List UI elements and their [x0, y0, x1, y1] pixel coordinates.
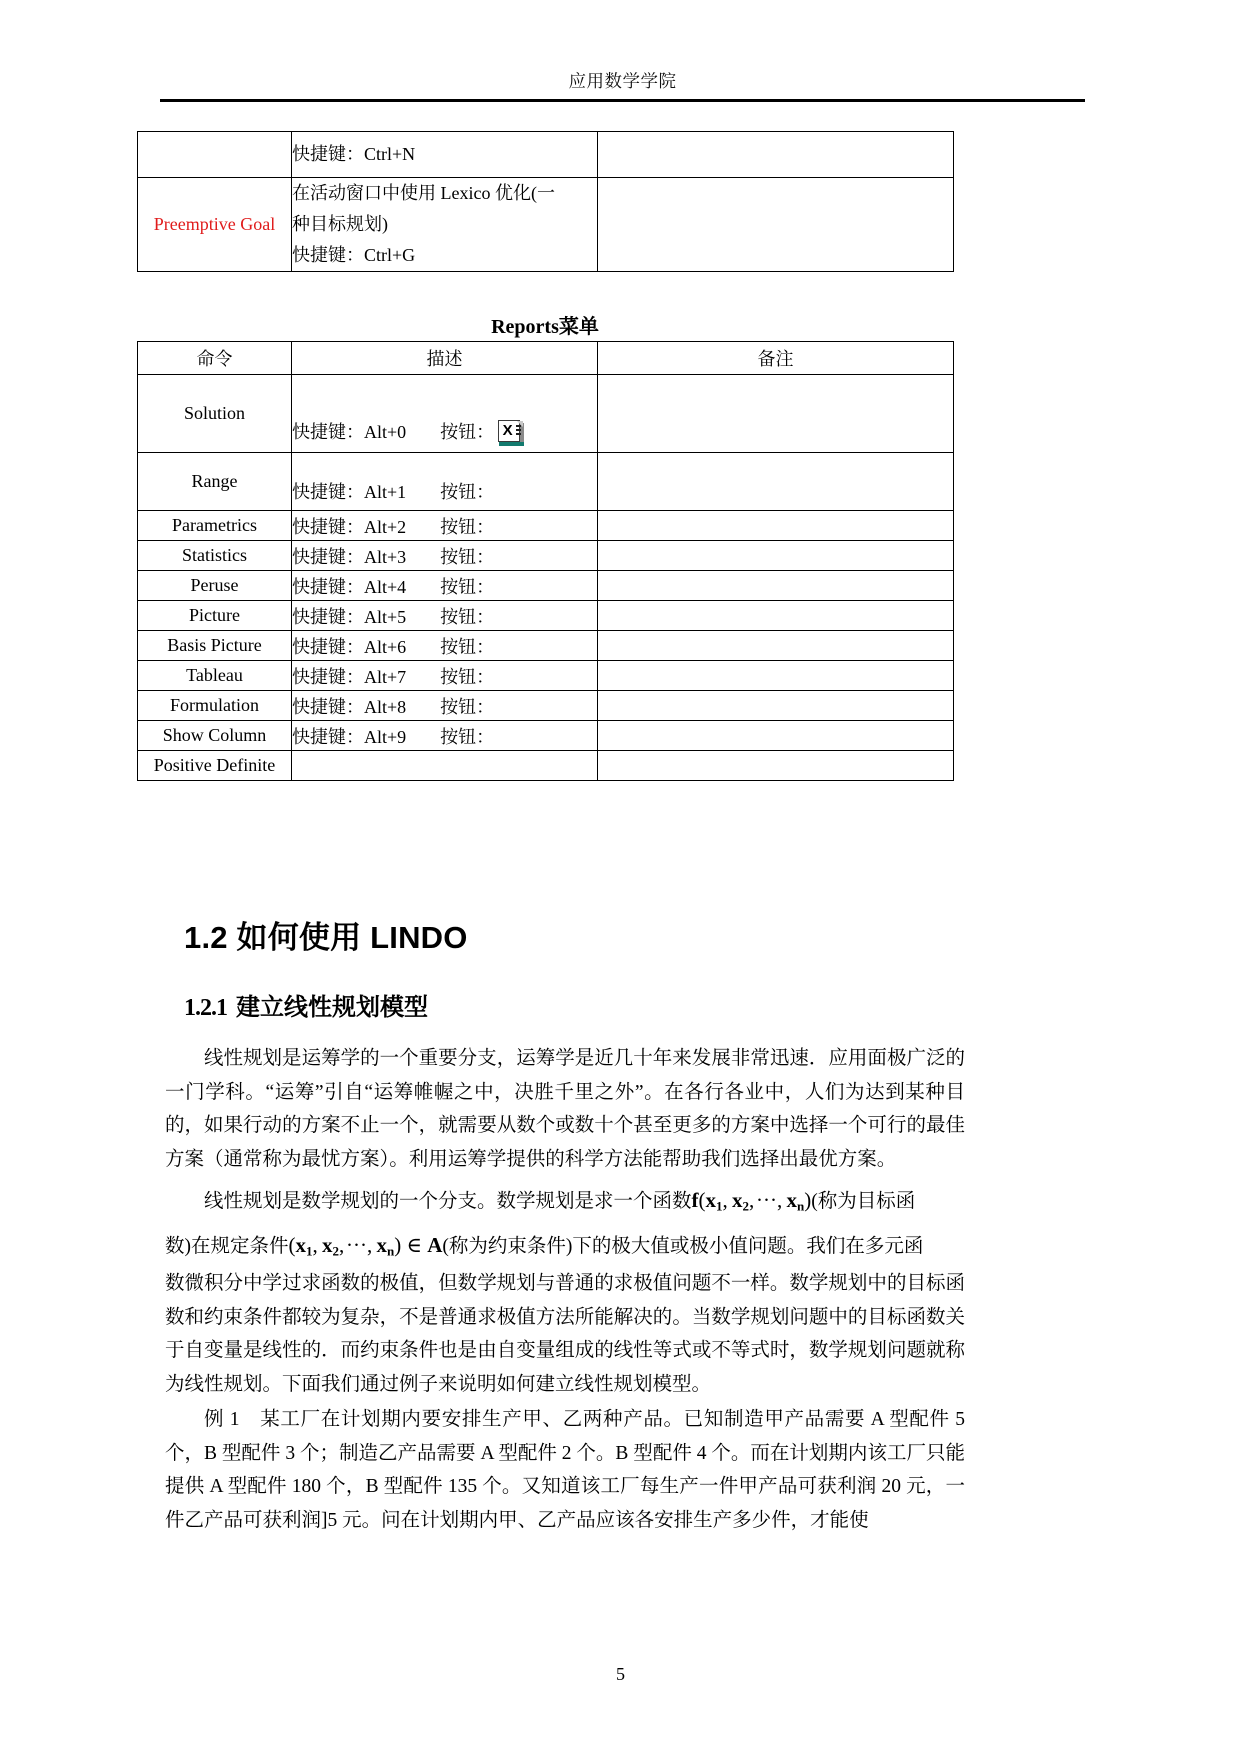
description-line: 快捷键：Ctrl+G — [292, 244, 416, 265]
button-label: 按钮： — [440, 726, 495, 747]
description-cell — [292, 601, 598, 631]
description-cell — [292, 751, 598, 781]
paragraph-2-tail: (称为目标函 — [811, 1191, 916, 1213]
button-label: 按钮： — [440, 422, 495, 442]
shortcut-value: Alt+1 — [364, 482, 407, 502]
table-row — [138, 132, 954, 178]
paragraph-3 — [165, 1223, 965, 1268]
shortcut-label: 快捷键： — [292, 576, 364, 597]
shortcut-value: Alt+2 — [364, 516, 407, 537]
note-cell — [598, 631, 954, 661]
note-cell — [598, 601, 954, 631]
section-heading-1-2-1 — [184, 987, 428, 1022]
shortcut-value: Alt+3 — [364, 546, 407, 567]
command-cell-parametrics: Parametrics — [138, 511, 292, 541]
note-cell — [598, 511, 954, 541]
command-cell-preemptive-goal: Preemptive Goal — [138, 177, 292, 271]
shortcut-label: 快捷键： — [292, 516, 364, 537]
shortcut-label: 快捷键： — [292, 666, 364, 687]
command-cell-formulation: Formulation — [138, 691, 292, 721]
description-cell — [292, 511, 598, 541]
description-cell — [292, 631, 598, 661]
table-row — [138, 453, 954, 511]
command-cell-statistics: Statistics — [138, 541, 292, 571]
section-title: 建立线性规划模型 — [236, 994, 428, 1021]
column-header-description: 描述 — [292, 342, 598, 375]
body-text — [165, 1042, 965, 1539]
note-cell — [598, 132, 954, 178]
shortcut-value: Alt+6 — [364, 636, 407, 657]
description-cell — [292, 132, 598, 178]
command-cell — [138, 132, 292, 178]
table-row — [138, 571, 954, 601]
command-cell-picture: Picture — [138, 601, 292, 631]
description-line: 在活动窗口中使用 Lexico 优化(一 — [292, 182, 555, 203]
button-label: 按钮： — [440, 606, 495, 627]
note-cell — [598, 721, 954, 751]
shortcut-value: Alt+0 — [364, 422, 407, 442]
table-header-row — [138, 342, 954, 375]
description-line: 种目标规划) — [292, 213, 388, 234]
button-label: 按钮： — [440, 516, 495, 537]
page-number: 5 — [616, 1664, 625, 1684]
math-objective-function: $f(x_1$, $x_2$, ···, $x_n$) — [691, 1188, 812, 1214]
description-cell — [292, 177, 598, 271]
command-cell-peruse: Peruse — [138, 571, 292, 601]
paragraph-3-text: 数)在规定条件 — [165, 1235, 289, 1257]
running-title: 应用数学学院 — [568, 71, 677, 91]
paragraph-2 — [165, 1178, 965, 1223]
column-header-command: 命令 — [138, 342, 292, 375]
table-row — [138, 541, 954, 571]
shortcut-label: 快捷键： — [292, 422, 364, 442]
note-cell — [598, 375, 954, 453]
description-cell — [292, 721, 598, 751]
note-cell — [598, 691, 954, 721]
button-label: 按钮： — [440, 636, 495, 657]
command-cell-tableau: Tableau — [138, 661, 292, 691]
table-row — [138, 751, 954, 781]
button-label: 按钮： — [440, 696, 495, 717]
description-cell — [292, 453, 598, 511]
section-number: 1.2.1 — [184, 995, 227, 1021]
section-heading-1-2: 1.2 如何使用 LINDO — [184, 920, 468, 955]
note-cell — [598, 541, 954, 571]
excel-report-icon: X — [498, 420, 524, 446]
description-cell — [292, 375, 598, 453]
page-header — [160, 68, 1085, 102]
paragraph-1: 线性规划是运筹学的一个重要分支，运筹学是近几十年来发展非常迅速．应用面极广泛的一门学科。“运筹”引自“运筹帷幄之中，决胜千里之外”。在各行各业中，人们为达到某种目的，如果行动的方案不止一个，就需要从数个或数十个甚至更多的方案中选择一个可行的最佳方案（通常称为最忧方案）。利用运筹学提供的科学方法能帮助我们选择出最优方案。 — [165, 1048, 965, 1170]
command-cell-range: Range — [138, 453, 292, 511]
table-row — [138, 511, 954, 541]
description-cell — [292, 541, 598, 571]
column-header-note: 备注 — [598, 342, 954, 375]
table-row — [138, 631, 954, 661]
note-cell — [598, 453, 954, 511]
command-cell-basis-picture: Basis Picture — [138, 631, 292, 661]
description-cell — [292, 691, 598, 721]
shortcut-value: Alt+4 — [364, 576, 407, 597]
shortcut-value: Alt+8 — [364, 696, 407, 717]
paragraph-3-tail: (称为约束条件)下的极大值或极小值问题。我们在多元函 — [442, 1235, 924, 1257]
shortcut-label: 快捷键： — [292, 726, 364, 747]
table-row — [138, 375, 954, 453]
header-rule — [160, 99, 1085, 102]
table-row — [138, 691, 954, 721]
description-cell — [292, 661, 598, 691]
shortcut-label: 快捷键： — [292, 636, 364, 657]
command-cell-positive-definite: Positive Definite — [138, 751, 292, 781]
shortcut-label: 快捷键： — [292, 546, 364, 567]
table-row — [138, 721, 954, 751]
shortcut-label: 快捷键： — [292, 606, 364, 627]
shortcut-label: 快捷键： — [292, 696, 364, 717]
reports-table-caption: Reports菜单 — [491, 316, 599, 338]
shortcut-label: 快捷键： — [292, 482, 364, 502]
button-label: 按钮： — [440, 482, 495, 502]
table-row — [138, 601, 954, 631]
paragraph-4: 数微积分中学过求函数的极值，但数学规划与普通的求极值问题不一样。数学规划中的目标函数和约束条件都较为复杂，不是普通求极值方法所能解决的。当数学规划问题中的目标函数关于自变量是线性的．而约束条件也是由自变量组成的线性等式或不等式时，数学规划问题就称为线性规划。下面我们通过例子来说明如何建立线性规划模型。 — [165, 1273, 965, 1395]
note-cell — [598, 661, 954, 691]
paragraph-2-text: 线性规划是数学规划的一个分支。数学规划是求一个函数 — [204, 1191, 692, 1213]
math-constraint-set: ($x_1$, $x_2$, ···, $x_n$) ∈ A — [288, 1232, 443, 1259]
shortcut-value: Alt+5 — [364, 606, 407, 627]
button-label: 按钮： — [440, 546, 495, 567]
description-line: 快捷键：Ctrl+N — [292, 144, 416, 164]
paragraph-5-example: 例 1 某工厂在计划期内要安排生产甲、乙两种产品。已知制造甲产品需要 A 型配件 5 个，B 型配件 3 个；制造乙产品需要 A 型配件 2 个。B 型配件 4 个。而在计划期内该工厂只能提供 A 型配件 180 个，B 型配件 135 个。又知道该工厂每生产一件甲产品可获利润 20 元，一件乙产品可获利润]5 元。问在计划期内甲、乙产品应该各安排生产多少件，才能使 — [165, 1409, 965, 1531]
button-label: 按钮： — [440, 666, 495, 687]
shortcut-value: Alt+7 — [364, 666, 407, 687]
continued-menu-table — [137, 131, 953, 272]
shortcut-value: Alt+9 — [364, 726, 407, 747]
note-cell — [598, 571, 954, 601]
button-label: 按钮： — [440, 576, 495, 597]
command-cell-show-column: Show Column — [138, 721, 292, 751]
table-row — [138, 177, 954, 271]
command-cell-solution: Solution — [138, 375, 292, 453]
note-cell — [598, 751, 954, 781]
description-cell — [292, 571, 598, 601]
table-row — [138, 661, 954, 691]
note-cell — [598, 177, 954, 271]
reports-menu-table — [137, 341, 953, 781]
